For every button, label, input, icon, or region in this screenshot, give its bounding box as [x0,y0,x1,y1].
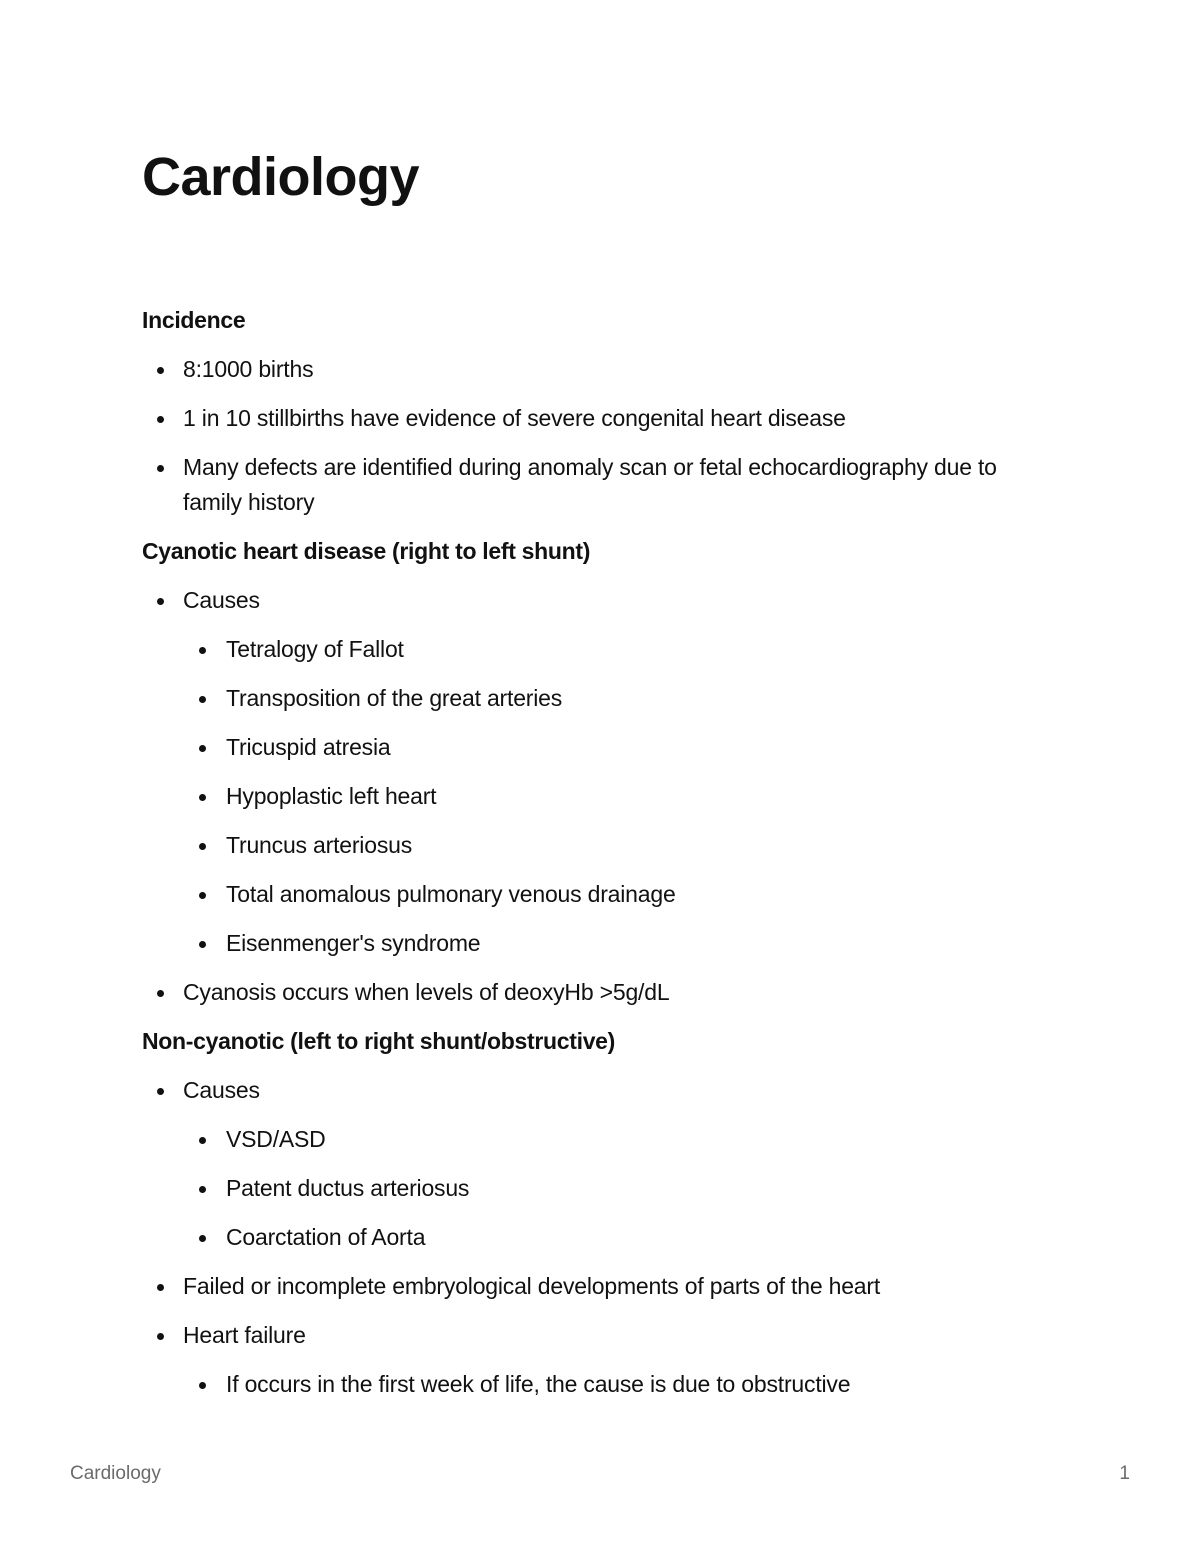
list-item-causes [142,583,1042,961]
section-heading-non-cyanotic: Non-cyanotic (left to right shunt/obstructive) [142,1028,616,1054]
list-item: VSD/ASD [183,1122,1042,1157]
list-item: Tricuspid atresia [183,730,1042,765]
document-body [142,303,1042,1416]
list-item: If occurs in the first week of life, the cause is due to obstructive [183,1367,1042,1402]
list-item-label: Causes [183,587,260,613]
list-item-heart-failure [142,1318,1042,1402]
list-item: Tetralogy of Fallot [183,632,1042,667]
list-item: Cyanosis occurs when levels of deoxyHb >5g/dL [142,975,1042,1010]
list-item-causes [142,1073,1042,1255]
section-heading-cyanotic: Cyanotic heart disease (right to left shunt) [142,538,591,564]
list-item-label: Causes [183,1077,260,1103]
page-title: Cardiology [142,147,420,207]
heart-failure-list [183,1367,1042,1402]
list-item-label: Heart failure [183,1322,306,1348]
list-item: 8:1000 births [142,352,1042,387]
list-item: Truncus arteriosus [183,828,1042,863]
list-item: Hypoplastic left heart [183,779,1042,814]
list-item: Transposition of the great arteries [183,681,1042,716]
list-item: Failed or incomplete embryological developments of parts of the heart [142,1269,1042,1304]
list-item: Total anomalous pulmonary venous drainage [183,877,1042,912]
list-item: Eisenmenger's syndrome [183,926,1042,961]
incidence-list [142,352,1042,520]
footer-title: Cardiology [70,1463,161,1484]
non-cyanotic-list [142,1073,1042,1402]
page-number: 1 [1119,1463,1130,1484]
section-heading-incidence: Incidence [142,307,246,333]
non-cyanotic-causes-list [183,1122,1042,1255]
list-item: Many defects are identified during anomaly scan or fetal echocardiography due to family history [142,450,1042,520]
list-item: Patent ductus arteriosus [183,1171,1042,1206]
cyanotic-causes-list [183,632,1042,961]
list-item: 1 in 10 stillbirths have evidence of severe congenital heart disease [142,401,1042,436]
cyanotic-list [142,583,1042,1010]
list-item: Coarctation of Aorta [183,1220,1042,1255]
